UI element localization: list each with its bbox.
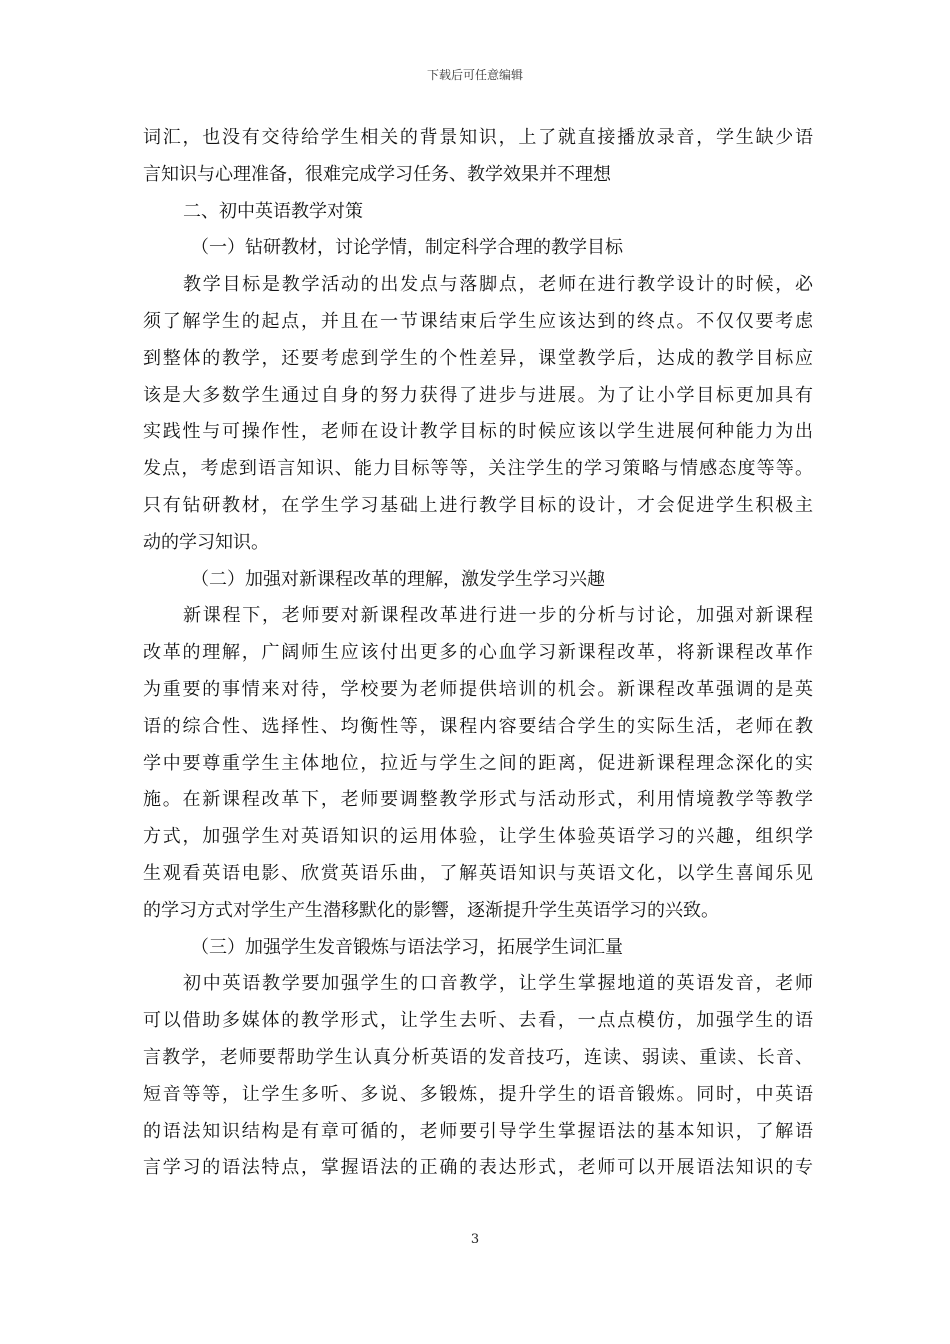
subsection-heading: （二）加强对新课程改革的理解，激发学生学习兴趣: [191, 568, 605, 590]
subsection-heading: （一）钻研教材，讨论学情，制定科学合理的教学目标: [191, 237, 623, 259]
paragraph-line: 动的学习知识。: [143, 531, 269, 553]
paragraph-line: 可以借助多媒体的教学形式，让学生去听、去看，一点点模仿，加强学生的语: [143, 1010, 813, 1032]
paragraph-line: 的学习方式对学生产生潜移默化的影響，逐渐提升学生英语学习的兴致。: [143, 899, 719, 921]
paragraph-line: 学中要尊重学生主体地位，拉近与学生之间的距离，促进新课程理念深化的实: [143, 752, 813, 774]
paragraph-line: 言教学，老师要帮助学生认真分析英语的发音技巧，连读、弱读、重读、长音、: [143, 1046, 813, 1068]
paragraph-line: 新课程下，老师要对新课程改革进行进一步的分析与讨论，加强对新课程: [183, 605, 813, 627]
paragraph-line: 发点，考虑到语言知识、能力目标等等，关注学生的学习策略与情感态度等等。: [143, 458, 813, 480]
body-text: [143, 120, 813, 1187]
paragraph-line: 言学习的语法特点，掌握语法的正确的表达形式，老师可以开展语法知识的专: [143, 1157, 813, 1179]
paragraph-line: 的语法知识结构是有章可循的，老师要引导学生掌握语法的基本知识，了解语: [143, 1120, 813, 1142]
section-heading: 二、初中英语教学对策: [183, 200, 363, 222]
paragraph-line: 为重要的事情来对待，学校要为老师提供培训的机会。新课程改革强调的是英: [143, 678, 813, 700]
paragraph-line: 方式，加强学生对英语知识的运用体验，让学生体验英语学习的兴趣，组织学: [143, 826, 813, 848]
paragraph-line: 实践性与可操作性，老师在设计教学目标的时候应该以学生进展何种能力为出: [143, 421, 813, 443]
paragraph-line: 生观看英语电影、欣赏英语乐曲，了解英语知识与英语文化，以学生喜闻乐见: [143, 862, 813, 884]
subsection-heading: （三）加强学生发音锻炼与语法学习，拓展学生词汇量: [191, 936, 623, 958]
paragraph-line: 短音等等，让学生多听、多说、多锻炼，提升学生的语音锻炼。同时，中英语: [143, 1083, 813, 1105]
page-number: 3: [470, 1232, 480, 1247]
paragraph-line: 改革的理解，广阔师生应该付出更多的心血学习新课程改革，将新课程改革作: [143, 642, 813, 664]
paragraph-line: 语的综合性、选择性、均衡性等，课程内容要结合学生的实际生活，老师在教: [143, 715, 813, 737]
paragraph-line: 初中英语教学要加强学生的口音教学，让学生掌握地道的英语发音，老师: [183, 973, 813, 995]
paragraph-line: 言知识与心理准备，很难完成学习任务、教学效果并不理想: [143, 163, 611, 185]
page-header: 下载后可任意编辑: [426, 68, 523, 82]
paragraph-line: 到整体的教学，还要考虑到学生的个性差异，课堂教学后，达成的教学目标应: [143, 347, 813, 369]
paragraph-line: 须了解学生的起点，并且在一节课结束后学生应该达到的终点。不仅仅要考虑: [143, 310, 813, 332]
paragraph-line: 只有钻研教材，在学生学习基础上进行教学目标的设计，才会促进学生积极主: [143, 494, 813, 516]
paragraph-line: 词汇，也没有交待给学生相关的背景知识，上了就直接播放录音，学生缺少语: [143, 127, 813, 148]
paragraph-line: 教学目标是教学活动的出发点与落脚点，老师在进行教学设计的时候，必: [183, 274, 813, 296]
paragraph-line: 施。在新课程改革下，老师要调整教学形式与活动形式，利用情境教学等教学: [143, 789, 813, 811]
paragraph-line: 该是大多数学生通过自身的努力获得了进步与进展。为了让小学目标更加具有: [143, 384, 813, 406]
